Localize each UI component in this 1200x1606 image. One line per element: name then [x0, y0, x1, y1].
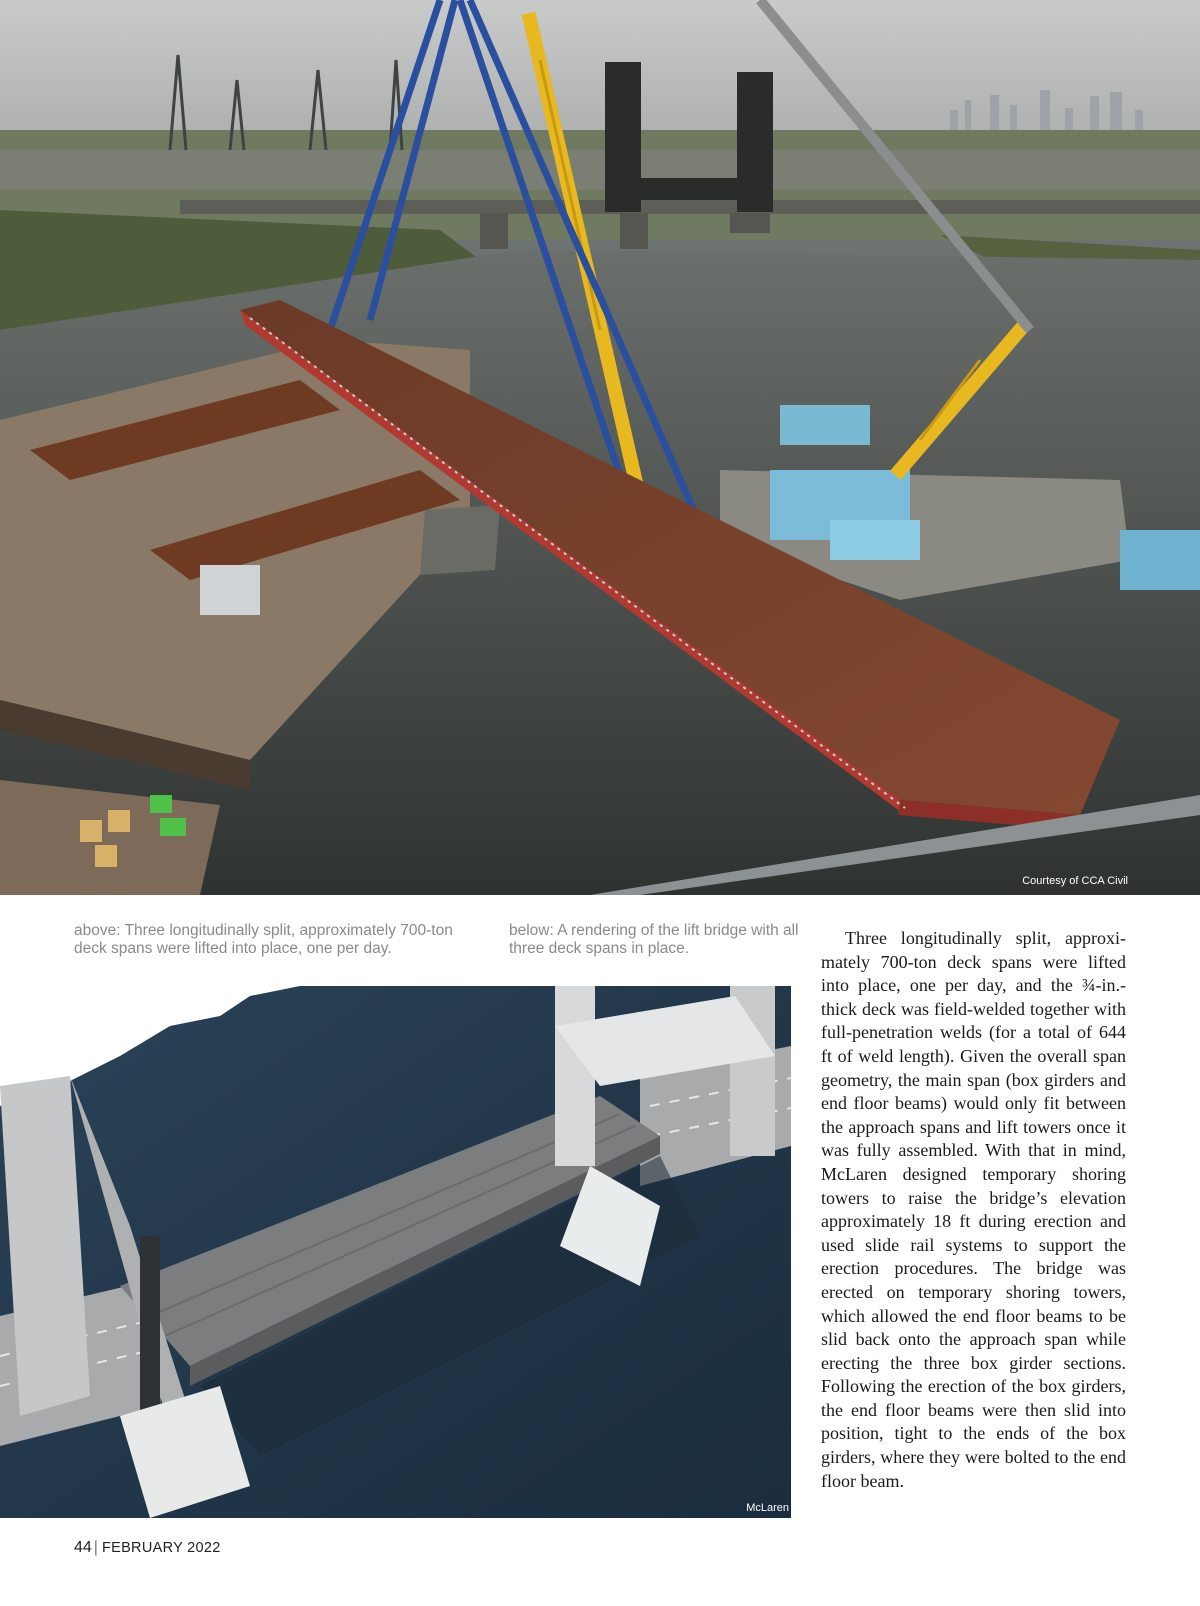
bottom-rendering — [0, 986, 791, 1518]
caption-above: above: Three longitudinally split, approximately 700-ton deck spans were lifted into place, one per day. — [74, 922, 453, 957]
photo-credit: Courtesy of CCA Civil — [1022, 875, 1128, 887]
folio-separator: | — [93, 1539, 98, 1556]
issue-date: FEBRUARY 2022 — [101, 1540, 221, 1556]
rendering-credit: McLaren — [746, 1502, 789, 1514]
article-body — [821, 927, 1126, 1493]
caption-below: below: A rendering of the lift bridge with all three deck spans in place. — [509, 922, 799, 957]
page-number: 44 — [74, 1539, 92, 1556]
lift-bridge-rendering-illustration — [0, 986, 791, 1518]
page-folio — [74, 1539, 221, 1557]
article-paragraph: Three longitudinally split, approximately 700-ton deck spans were lifted into place, one per day, and the ¾-in.-thick deck was field-welded together with full-penetration welds (for a total of 644 ft of weld length). Given the overall span geometry, the main span (box girders and end floor beams) would only fit between the approach spans and lift towers once it was fully assembled. With that in mind, McLaren designed temporary shoring towers to raise the bridge’s elevation approximately 18 ft during erection and used slide rail systems to support the erection procedures. The bridge was erected on temporary shoring towers, which allowed the end floor beams to be slid back onto the approach span while erecting the three box girder sections. Following the erection of the box girders, the end floor beams were then slid into position, tight to the ends of the box girders, where they were bolted to the end floor beam. — [821, 928, 1126, 1491]
